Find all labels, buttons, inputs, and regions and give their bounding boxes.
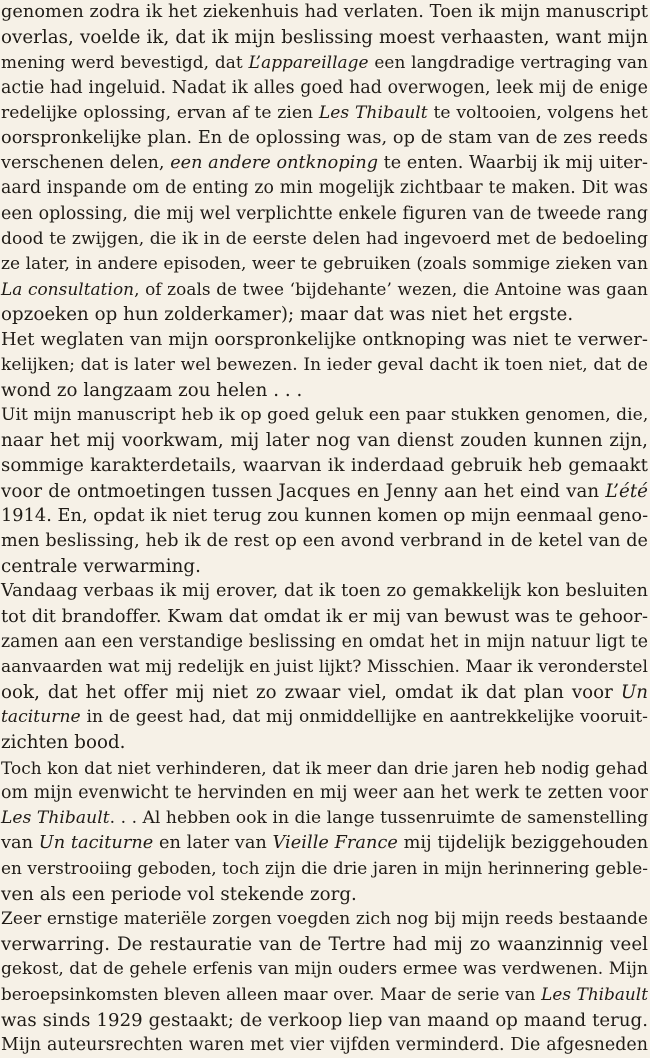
text-line	[1, 504, 648, 529]
text-line	[1, 680, 648, 705]
text-run: aard inspande om de enting zo min mogelijk zichtbaar te maken. Dit was	[1, 178, 648, 199]
text-line	[1, 277, 648, 302]
italic-text: L’appareillage	[248, 52, 369, 73]
text-line	[1, 101, 648, 126]
text-line	[1, 907, 648, 932]
text-run: , of zoals de twee ‘bijdehante’ wezen, die Antoine was gaan	[134, 279, 648, 300]
text-line	[1, 479, 648, 504]
text-line	[1, 403, 648, 428]
text-run: gekost, dat de gehele erfenis van mijn ouders ermee was verdwenen. Mijn	[1, 959, 648, 980]
text-line	[1, 756, 648, 781]
text-run: verwarring. De restauratie van de Tertre had mij zo waanzinnig veel	[1, 933, 648, 955]
text-line	[1, 25, 648, 50]
text-run: verschenen delen,	[1, 153, 171, 174]
text-run: genomen zodra ik het ziekenhuis had verlaten. Toen ik mijn manuscript	[1, 2, 648, 22]
text-run: Toch kon dat niet verhinderen, dat ik meer dan drie jaren heb nodig gehad	[1, 757, 648, 778]
text-run: 1914. En, opdat ik niet terug zou kunnen komen op mijn eenmaal geno-	[1, 505, 649, 526]
italic-text: Les Thibault	[318, 102, 428, 123]
italic-text: taciturne	[1, 707, 81, 728]
italic-text: Un taciturne	[38, 833, 154, 854]
text-line	[1, 856, 648, 881]
text-run: ze later, in andere episoden, weer te gebruiken (zoals sommige zieken van	[1, 253, 648, 274]
text-line	[1, 353, 648, 378]
paragraph	[1, 403, 648, 579]
text-run: aanvaarden wat mij redelijk en juist lijkt? Misschien. Maar ik veronderstel	[1, 656, 648, 677]
text-line	[1, 655, 648, 680]
italic-text: Un	[620, 682, 648, 704]
text-line	[1, 957, 648, 982]
text-line	[1, 176, 648, 201]
text-run: wond zo langzaam zou helen . . .	[1, 379, 303, 401]
text-run: . . . Al hebben ook in die lange tussenruimte de samenstelling	[109, 808, 649, 828]
text-run: Mijn auteursrechten waren met vier vijfden verminderd. Die afgesneden	[1, 1034, 648, 1055]
text-run: oorspronkelijke plan. En de oplossing was, op de stam van de zes reeds	[1, 127, 648, 148]
text-run: men beslissing, heb ik de rest op een avond verbrand in de ketel van de	[1, 530, 648, 551]
text-line	[1, 227, 648, 252]
text-run: zichten bood.	[1, 732, 126, 754]
text-run: zamen aan een verstandige beslissing en omdat het in mijn natuur ligt te	[1, 631, 648, 652]
text-run: dood te zwijgen, die ik in de eerste delen had ingevoerd met de bedoeling	[1, 228, 648, 249]
text-run: een langdradige vertraging van	[368, 52, 648, 73]
text-line	[1, 730, 648, 755]
paragraph	[1, 579, 648, 755]
text-run: om mijn evenwicht te hervinden en mij weer aan het werk te zetten voor	[1, 782, 648, 803]
text-run: beroepsinkomsten bleven alleen maar over. Maar de serie van	[1, 984, 542, 1005]
text-run: centrale verwarming.	[1, 556, 201, 578]
body-text	[1, 0, 648, 1058]
text-run: ook, dat het offer mij niet zo zwaar viel, omdat ik dat plan voor	[1, 682, 621, 704]
paragraph	[1, 0, 648, 327]
text-line	[1, 302, 648, 327]
text-run: van	[1, 833, 39, 854]
text-line	[1, 579, 648, 604]
text-run: redelijke oplossing, ervan af te zien	[1, 102, 319, 123]
text-line	[1, 982, 648, 1007]
text-run: opzoeken op hun zolderkamer); maar dat was niet het ergste.	[1, 304, 574, 326]
text-line	[1, 252, 648, 277]
text-run: in de geest had, dat mij onmiddellijke en aantrekkelijke vooruit-	[80, 707, 648, 728]
text-run: mening werd bevestigd, dat	[1, 52, 249, 73]
text-run: was sinds 1929 gestaakt; de verkoop liep van maand op maand terug.	[1, 1009, 648, 1031]
text-run: Uit mijn manuscript heb ik op goed geluk een paar stukken genomen, die,	[1, 405, 649, 425]
text-line	[1, 0, 648, 25]
text-line	[1, 126, 648, 151]
text-line	[1, 378, 648, 403]
italic-text: La consultation	[1, 279, 135, 300]
text-run: en verstrooiing geboden, toch zijn die drie jaren in mijn herinnering geble-	[1, 858, 648, 879]
text-run: kelijken; dat is later wel bewezen. In ieder geval dacht ik toen niet, dat de	[1, 354, 648, 375]
text-line	[1, 76, 648, 101]
text-line	[1, 630, 648, 655]
text-run: sommige karakterdetails, waarvan ik inderdaad gebruik heb gemaakt	[1, 455, 648, 477]
italic-text: een andere ontknoping	[170, 153, 379, 174]
text-run: Zeer ernstige materiële zorgen voegden zich nog bij mijn reeds bestaande	[1, 908, 648, 929]
text-run: Het weglaten van mijn oorspronkelijke ontknoping was niet te verwer-	[1, 329, 648, 351]
text-line	[1, 529, 648, 554]
italic-text: Les Thibault	[541, 984, 649, 1005]
text-line	[1, 705, 648, 730]
paragraph	[1, 907, 648, 1058]
text-run: en later van	[153, 833, 273, 854]
text-run: actie had ingeluid. Nadat ik alles goed had overwogen, leek mij de enige	[1, 77, 648, 98]
text-run: voor de ontmoetingen tussen Jacques en Jenny aan het eind van	[1, 480, 606, 502]
text-line	[1, 453, 648, 478]
text-line	[1, 1033, 648, 1058]
text-line	[1, 202, 648, 227]
text-line	[1, 554, 648, 579]
text-line	[1, 806, 648, 831]
italic-text: Les Thibault	[1, 808, 110, 828]
text-line	[1, 605, 648, 630]
text-run: mij tijdelijk beziggehouden	[397, 833, 649, 854]
text-line	[1, 781, 648, 806]
text-line	[1, 428, 648, 453]
text-run: overlas, voelde ik, dat ik mijn beslissing moest verhaasten, want mijn	[1, 27, 648, 49]
text-line	[1, 932, 648, 957]
paragraph	[1, 327, 648, 403]
text-line	[1, 50, 648, 75]
text-run: ven als een periode vol stekende zorg.	[1, 883, 357, 905]
text-run: Vandaag verbaas ik mij erover, dat ik toen zo gemakkelijk kon besluiten	[1, 581, 648, 602]
text-line	[1, 831, 648, 856]
text-run: te voltooien, volgens het	[427, 102, 648, 123]
text-line	[1, 151, 648, 176]
text-run: tot dit brandoffer. Kwam dat omdat ik er mij van bewust was te gehoor-	[1, 606, 648, 627]
text-line	[1, 327, 648, 352]
text-line	[1, 1008, 648, 1033]
text-line	[1, 882, 648, 907]
italic-text: L’été	[605, 480, 648, 502]
text-run: een oplossing, die mij wel verplichtte enkele figuren van de tweede rang	[1, 203, 648, 224]
italic-text: Vieille France	[272, 833, 398, 854]
paragraph	[1, 756, 648, 907]
text-run: naar het mij voorkwam, mij later nog van dienst zouden kunnen zijn,	[1, 430, 648, 452]
text-run: te enten. Waarbij ik mij uiter-	[378, 153, 649, 174]
